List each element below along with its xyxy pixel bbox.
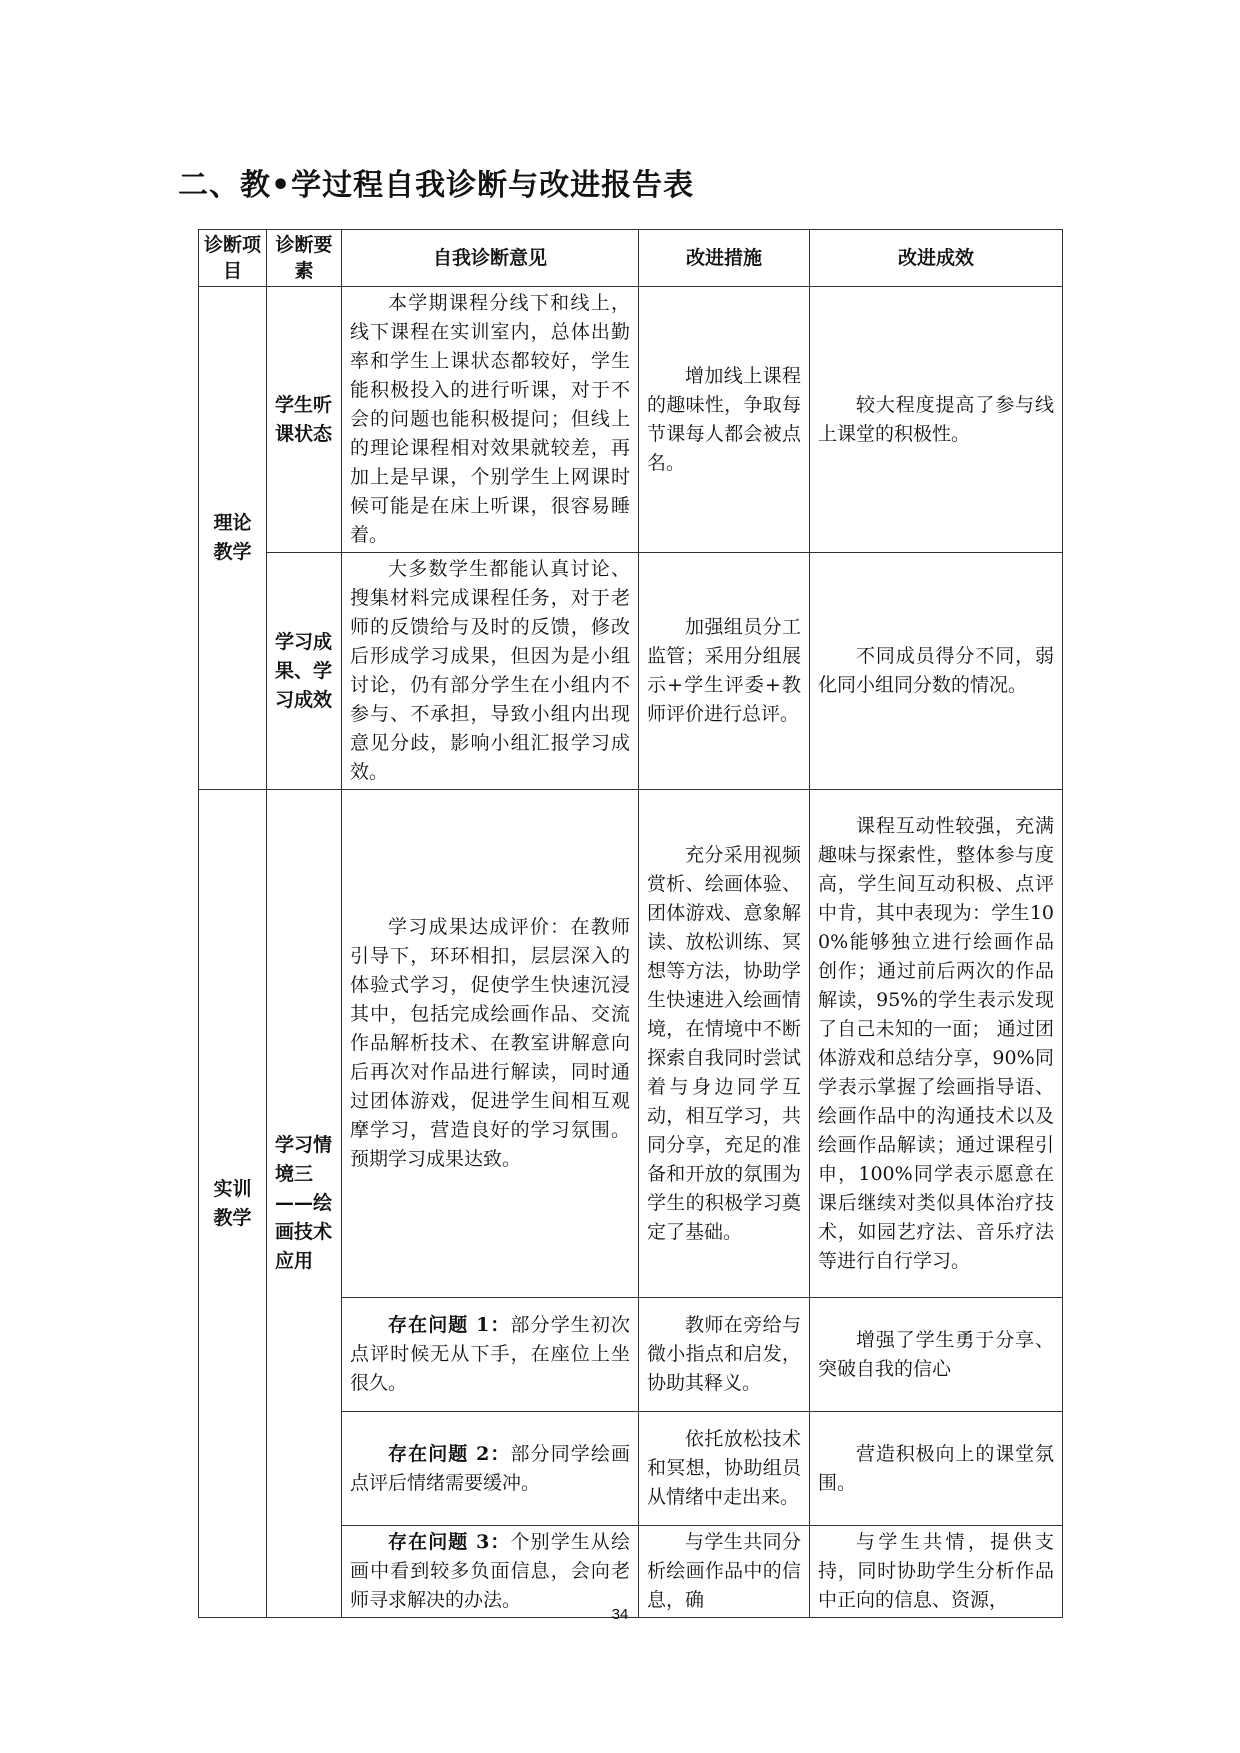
measures-cell: 教师在旁给与微小指点和启发，协助其释义。 bbox=[639, 1298, 810, 1412]
measures-cell: 依托放松技术和冥想，协助组员从情绪中走出来。 bbox=[639, 1412, 810, 1526]
result-cell: 增强了学生勇于分享、突破自我的信心 bbox=[810, 1298, 1063, 1412]
measures-cell: 充分采用视频赏析、绘画体验、团体游戏、意象解读、放松训练、冥想等方法，协助学生快速进入绘画情境，在情境中不断探索自我同时尝试着与身边同学互动，相互学习，共同分享，充足的准备和开放的氛围为学生的积极学习奠定了基础。 bbox=[639, 790, 810, 1298]
problem-label: 存在问题 1： bbox=[388, 1314, 511, 1336]
opinion-cell bbox=[342, 1526, 639, 1618]
table-row bbox=[199, 553, 1063, 790]
element-cell: 学生听课状态 bbox=[267, 287, 342, 553]
opinion-cell: 学习成果达成评价：在教师引导下，环环相扣，层层深入的体验式学习，促使学生快速沉浸其中，包括完成绘画作品、交流作品解析技术、在教室讲解意向后再次对作品进行解读，同时通过团体游戏，促进学生间相互观摩学习，营造良好的学习氛围。预期学习成果达致。 bbox=[342, 790, 639, 1298]
result-cell: 不同成员得分不同，弱化同小组同分数的情况。 bbox=[810, 553, 1063, 790]
opinion-cell: 本学期课程分线下和线上，线下课程在实训室内，总体出勤率和学生上课状态都较好，学生能积极投入的进行听课，对于不会的问题也能积极提问；但线上的理论课程相对效果就较差，再加上是早课，个别学生上网课时候可能是在床上听课，很容易睡着。 bbox=[342, 287, 639, 553]
problem-text: 个别学生从绘画中看到较多负面信息，会向老师寻求解决的办法。 bbox=[350, 1531, 630, 1611]
header-opinion: 自我诊断意见 bbox=[342, 230, 639, 287]
measures-cell: 与学生共同分析绘画作品中的信息，确 bbox=[639, 1526, 810, 1618]
result-cell: 营造积极向上的课堂氛围。 bbox=[810, 1412, 1063, 1526]
result-cell: 课程互动性较强，充满趣味与探索性，整体参与度高，学生间互动积极、点评中肯，其中表现为：学生100%能够独立进行绘画作品创作；通过前后两次的作品解读，95%的学生表示发现了自己未知的一面； 通过团体游戏和总结分享，90%同学表示掌握了绘画指导语、绘画作品中的沟通技术以及绘画作品解读；通过课程引申，100%同学表示愿意在课后继续对类似具体治疗技术，如园艺疗法、音乐疗法等进行自行学习。 bbox=[810, 790, 1063, 1298]
header-measures: 改进措施 bbox=[639, 230, 810, 287]
diagnosis-report-table bbox=[198, 229, 1063, 1618]
category-theory: 理论教学 bbox=[199, 287, 267, 790]
measures-cell: 增加线上课程的趣味性，争取每节课每人都会被点名。 bbox=[639, 287, 810, 553]
problem-label: 存在问题 2： bbox=[388, 1442, 511, 1465]
header-project: 诊断项目 bbox=[199, 230, 267, 287]
opinion-cell: 大多数学生都能认真讨论、搜集材料完成课程任务，对于老师的反馈给与及时的反馈，修改后形成学习成果，但因为是小组讨论，仍有部分学生在小组内不参与、不承担，导致小组内出现意见分歧，影响小组汇报学习成效。 bbox=[342, 553, 639, 790]
problem-text: 部分学生初次点评时候无从下手，在座位上坐很久。 bbox=[350, 1314, 630, 1394]
result-cell: 与学生共情，提供支持，同时协助学生分析作品中正向的信息、资源， bbox=[810, 1526, 1063, 1618]
result-cell: 较大程度提高了参与线上课堂的积极性。 bbox=[810, 287, 1063, 553]
opinion-cell bbox=[342, 1298, 639, 1412]
table-header-row bbox=[199, 230, 1063, 287]
measures-cell: 加强组员分工监管；采用分组展示+学生评委+教师评价进行总评。 bbox=[639, 553, 810, 790]
header-element: 诊断要素 bbox=[267, 230, 342, 287]
table-row bbox=[199, 790, 1063, 1298]
element-cell: 学习情境三——绘画技术应用 bbox=[267, 790, 342, 1618]
page-number: 34 bbox=[611, 1606, 629, 1623]
table-row bbox=[199, 287, 1063, 553]
header-result: 改进成效 bbox=[810, 230, 1063, 287]
page-title: 二、教•学过程自我诊断与改进报告表 bbox=[178, 168, 695, 203]
opinion-cell bbox=[342, 1412, 639, 1526]
category-practice: 实训教学 bbox=[199, 790, 267, 1618]
problem-text: 部分同学绘画点评后情绪需要缓冲。 bbox=[350, 1442, 630, 1494]
element-cell: 学习成果、学习成效 bbox=[267, 553, 342, 790]
problem-label: 存在问题 3： bbox=[388, 1531, 511, 1553]
